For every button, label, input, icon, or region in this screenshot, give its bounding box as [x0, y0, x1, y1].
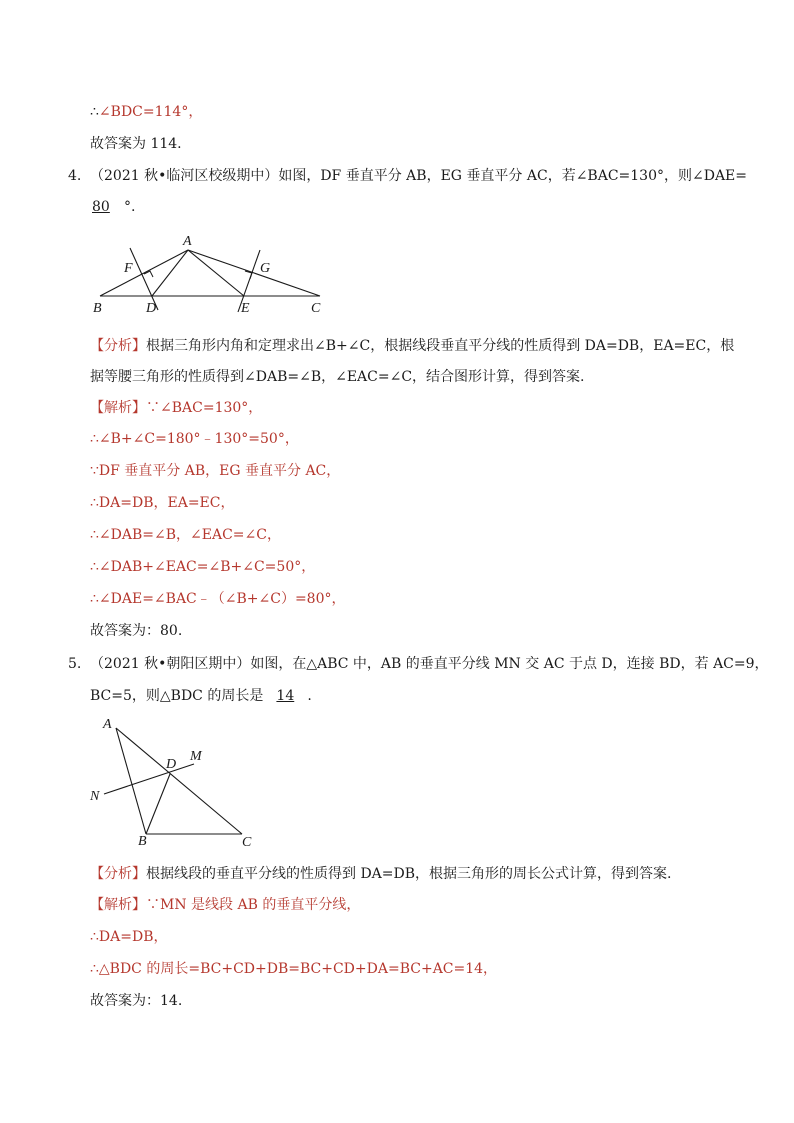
q4-solution-line7: ∴∠DAE=∠BAC﹣（∠B+∠C）=80°，	[90, 591, 346, 607]
q3-conclusion-red: ∠BDC=114°，	[98, 104, 203, 120]
q5-label-b: B	[138, 834, 147, 849]
q5-label-m: M	[190, 749, 202, 764]
q4-segment-ad	[152, 250, 188, 296]
q5-answer-blank: 14	[276, 688, 295, 704]
q4-solution-line5: ∴∠DAB=∠B，∠EAC=∠C，	[90, 527, 281, 543]
q5-solution-line2: ∴DA=DB，	[90, 929, 168, 945]
q5-solution-tag: 【解析】	[90, 897, 146, 913]
q5-label-n: N	[90, 789, 100, 804]
q5-segment-bd	[146, 774, 170, 834]
q4-segment-ab	[100, 250, 188, 296]
q5-solution-line1: 【解析】∵MN 是线段 AB 的垂直平分线，	[90, 897, 361, 913]
q4-solution-line6: ∴∠DAB+∠EAC=∠B+∠C=50°，	[90, 559, 316, 575]
q4-solution-line4: ∴DA=DB，EA=EC，	[90, 495, 235, 511]
q5-analysis-line1: 【分析】根据线段的垂直平分线的性质得到 DA=DB，根据三角形的周长公式计算，得到答案.	[90, 866, 672, 882]
q4-analysis-line1: 【分析】根据三角形内角和定理求出∠B+∠C，根据线段垂直平分线的性质得到 DA=DB，EA=EC，根	[90, 338, 735, 354]
q4-stem-line2: 80 °.	[92, 199, 136, 215]
q4-label-a: A	[183, 234, 192, 249]
q4-solution-line1: 【解析】∵∠BAC=130°，	[90, 400, 263, 416]
q3-final-answer: 故答案为 114.	[90, 136, 182, 152]
q5-stem-line1: （2021 秋•朝阳区期中）如图，在△ABC 中，AB 的垂直平分线 MN 交 AC 于点 D，连接 BD，若 AC=9，	[90, 656, 769, 672]
q4-solution-tag: 【解析】	[90, 400, 146, 416]
q5-analysis-tag: 【分析】	[90, 866, 146, 882]
q5-figure	[86, 712, 266, 852]
q4-segment-ac	[188, 250, 320, 296]
q4-number: 4.	[68, 168, 82, 184]
q4-label-e: E	[241, 301, 250, 316]
q5-number: 5.	[68, 656, 82, 672]
q4-label-b: B	[93, 301, 102, 316]
q4-segment-ae	[188, 250, 244, 296]
q5-final-answer: 故答案为：14.	[90, 993, 183, 1009]
q4-final-answer: 故答案为：80.	[90, 623, 183, 639]
q4-solution-line3: ∵DF 垂直平分 AB，EG 垂直平分 AC，	[90, 463, 341, 479]
q4-stem-line1: （2021 秋•临河区校级期中）如图，DF 垂直平分 AB，EG 垂直平分 AC，若∠BAC=130°，则∠DAE=	[90, 168, 748, 184]
q4-label-f: F	[124, 261, 133, 276]
q5-label-d: D	[166, 757, 177, 772]
q4-solution-line2: ∴∠B+∠C=180°﹣130°=50°，	[90, 431, 299, 447]
q5-label-a: A	[103, 717, 112, 732]
q5-solution-line3: ∴△BDC 的周长=BC+CD+DB=BC+CD+DA=BC+AC=14，	[90, 961, 498, 977]
q5-line-mn	[104, 764, 194, 794]
q4-analysis-tag: 【分析】	[90, 338, 146, 354]
q4-label-c: C	[311, 301, 321, 316]
q4-label-d: D	[146, 301, 157, 316]
q3-conclusion: ∴∠BDC=114°，	[90, 104, 203, 120]
q4-analysis-line2: 据等腰三角形的性质得到∠DAB=∠B，∠EAC=∠C，结合图形计算，得到答案.	[90, 369, 585, 385]
q4-right-angle-g	[245, 271, 252, 279]
q4-label-g: G	[260, 261, 271, 276]
q5-segment-ac	[116, 728, 242, 834]
q4-answer-blank: 80	[92, 199, 110, 215]
q5-label-c: C	[242, 835, 252, 850]
q5-stem-line2: BC=5，则△BDC 的周长是 14 .	[90, 688, 312, 704]
q4-figure	[88, 230, 348, 320]
